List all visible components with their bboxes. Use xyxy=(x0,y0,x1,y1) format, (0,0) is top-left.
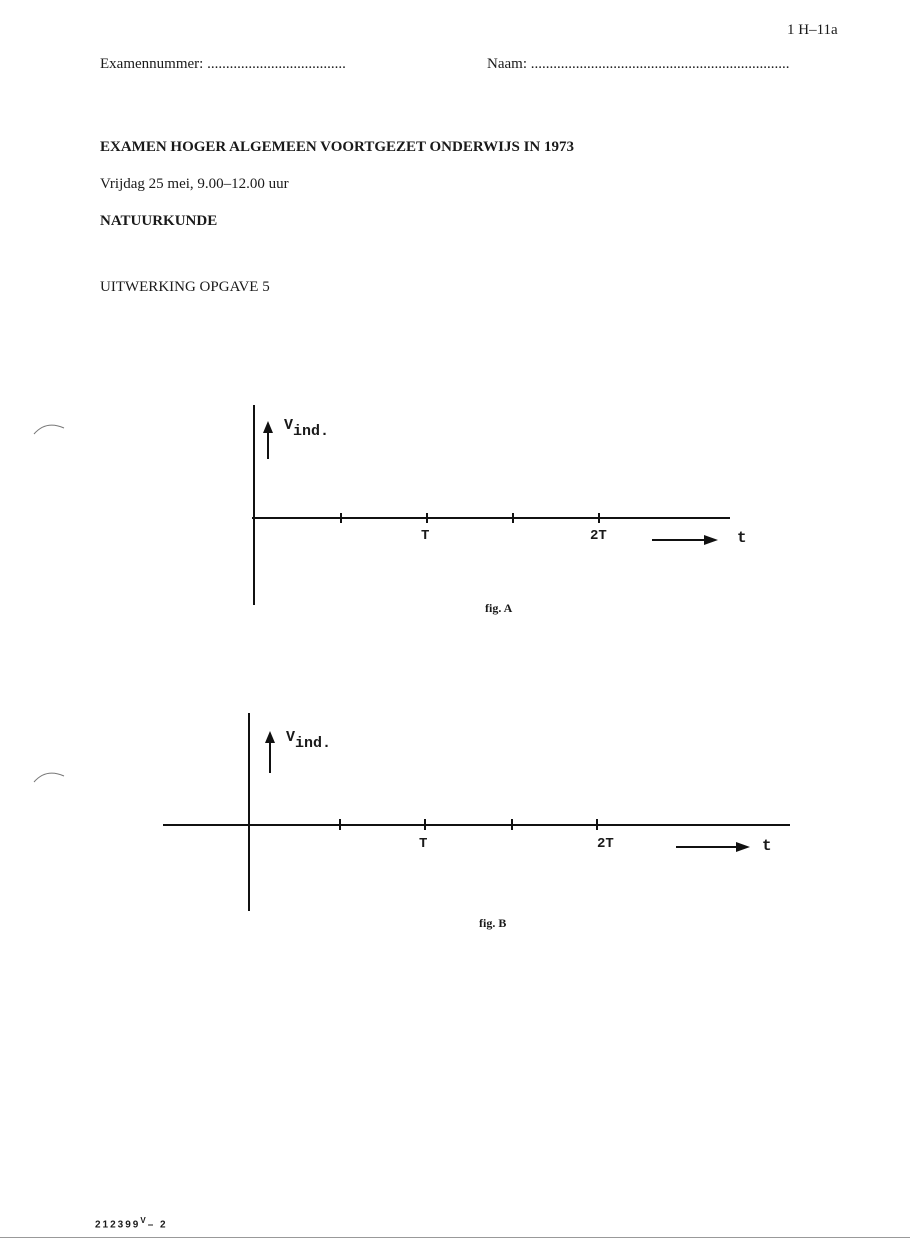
figure-a-tick-label-2t: 2T xyxy=(590,528,607,544)
figure-b-tick-label-2t: 2T xyxy=(597,836,614,852)
exam-number-field xyxy=(100,56,346,73)
name-dots: ..................................................................... xyxy=(530,56,790,72)
figure-a-x-label: t xyxy=(737,529,747,547)
footer-code xyxy=(95,1216,168,1230)
figure-b-y-label xyxy=(286,729,332,752)
name-label: Naam: xyxy=(487,56,527,72)
figure-b xyxy=(0,705,910,945)
exam-number-dots: ..................................... xyxy=(207,56,346,72)
punch-mark-top xyxy=(32,418,68,438)
bottom-edge-line xyxy=(0,1237,910,1238)
exam-subject: NATUURKUNDE xyxy=(100,213,218,229)
footer-code-superscript: V xyxy=(140,1216,148,1225)
figure-a-y-label-main: V xyxy=(284,417,294,434)
punch-mark-bottom xyxy=(32,766,68,786)
page-code: 1 H–11a xyxy=(787,22,838,38)
figure-a-y-label-sub: ind. xyxy=(293,423,330,440)
footer-code-number: 212399 xyxy=(95,1219,141,1231)
footer-code-suffix: – 2 xyxy=(147,1219,168,1231)
figure-a xyxy=(0,395,910,635)
exam-date: Vrijdag 25 mei, 9.00–12.00 uur xyxy=(100,176,289,192)
name-field xyxy=(487,56,789,73)
figure-b-x-label: t xyxy=(762,837,772,855)
exam-title: EXAMEN HOGER ALGEMEEN VOORTGEZET ONDERWIJS IN 1973 xyxy=(100,139,575,155)
figure-b-y-label-main: V xyxy=(286,729,296,746)
figure-b-y-arrow-head xyxy=(265,731,275,743)
figure-a-caption: fig. A xyxy=(485,601,513,615)
figure-a-tick-label-t: T xyxy=(421,528,430,544)
exam-number-label: Examennummer: xyxy=(100,56,204,72)
figure-a-y-label xyxy=(284,417,330,440)
figure-a-y-arrow-head xyxy=(263,421,273,433)
figure-b-axes xyxy=(0,705,910,945)
figure-a-t-arrow-head xyxy=(704,535,718,545)
figure-b-caption: fig. B xyxy=(479,916,507,930)
assignment-title: UITWERKING OPGAVE 5 xyxy=(100,279,270,295)
figure-b-tick-label-t: T xyxy=(419,836,428,852)
figure-a-axes xyxy=(0,395,910,635)
figure-b-t-arrow-head xyxy=(736,842,750,852)
figure-b-y-label-sub: ind. xyxy=(295,735,332,752)
